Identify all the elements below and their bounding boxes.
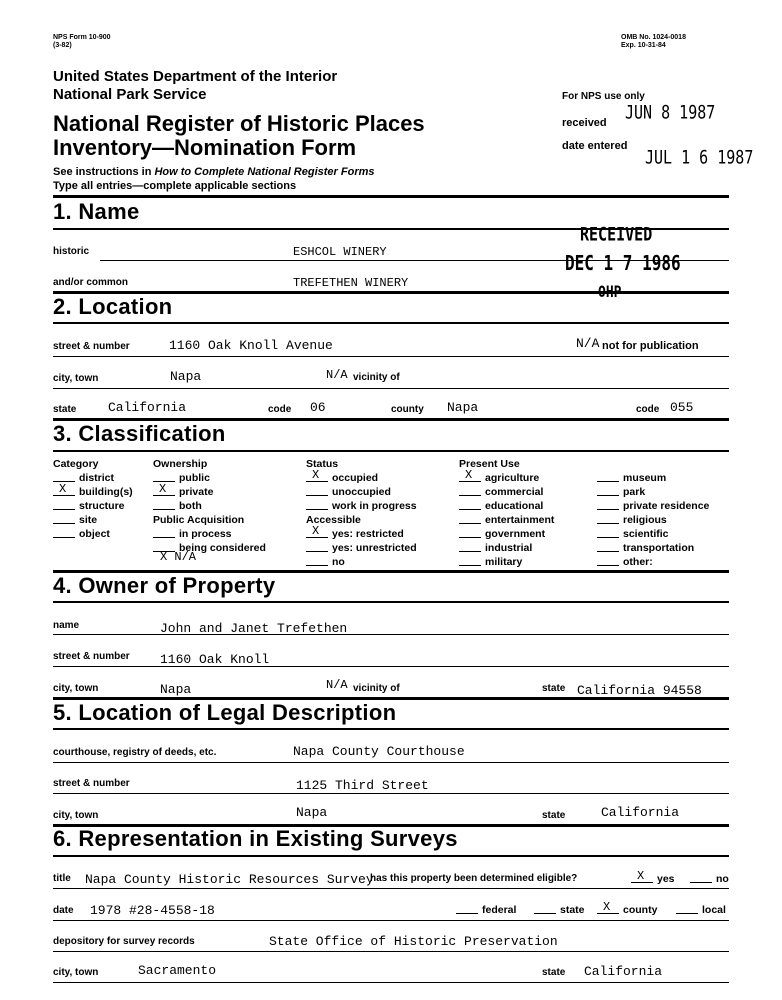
instructions: See instructions in How to Complete National Register Forms <box>53 166 375 178</box>
underline <box>53 634 729 635</box>
received-stamp-1: RECEIVED <box>580 223 653 246</box>
ownership-heading: Ownership <box>153 458 208 470</box>
legal-street-value: 1125 Third Street <box>296 778 429 793</box>
underline <box>53 982 729 983</box>
form-title-2: Inventory—Nomination Form <box>53 135 357 160</box>
owner-name-value: John and Janet Trefethen <box>160 621 348 636</box>
form-title-1: National Register of Historic Places <box>53 111 425 136</box>
entered-label: date entered <box>562 140 628 152</box>
ownership-both[interactable]: both <box>153 500 202 512</box>
use-educational[interactable]: educational <box>459 500 543 512</box>
use-park[interactable]: park <box>597 486 645 498</box>
common-value: TREFETHEN WINERY <box>293 276 409 290</box>
status-unoccupied[interactable]: unoccupied <box>306 486 391 498</box>
code2-label: code <box>636 404 660 415</box>
depository-state-label: state <box>542 967 566 978</box>
status-occupied[interactable]: X occupied <box>306 472 378 484</box>
owner-city-value: Napa <box>160 682 192 697</box>
legal-state-label: state <box>542 810 566 821</box>
accessible-heading: Accessible <box>306 514 361 526</box>
use-museum[interactable]: museum <box>597 472 666 484</box>
owner-vicinity-value: N/A <box>326 678 348 692</box>
accessible-no[interactable]: no <box>306 556 345 568</box>
street-value: 1160 Oak Knoll Avenue <box>169 338 333 353</box>
survey-date-value: 1978 #28-4558-18 <box>90 903 215 918</box>
courthouse-label: courthouse, registry of deeds, etc. <box>53 747 217 758</box>
eligible-yes[interactable]: X yes <box>631 873 675 885</box>
category-object[interactable]: object <box>53 528 110 540</box>
accessible-restricted[interactable]: X yes: restricted <box>306 528 404 540</box>
underline <box>53 951 729 952</box>
state-label: state <box>53 404 77 415</box>
survey-date-label: date <box>53 905 74 916</box>
ownership-public[interactable]: public <box>153 472 210 484</box>
owner-street-value: 1160 Oak Knoll <box>160 652 270 667</box>
legal-city-label: city, town <box>53 810 99 821</box>
category-district[interactable]: district <box>53 472 114 484</box>
depository-city-label: city, town <box>53 967 99 978</box>
level-county[interactable]: X county <box>597 904 657 916</box>
use-scientific[interactable]: scientific <box>597 528 669 540</box>
underline <box>53 888 729 889</box>
legal-city-value: Napa <box>296 805 328 820</box>
nps-use-heading: For NPS use only <box>562 91 645 102</box>
use-entertainment[interactable]: entertainment <box>459 514 554 526</box>
use-religious[interactable]: religious <box>597 514 667 526</box>
ownership-private[interactable]: X private <box>153 486 213 498</box>
entered-stamp: JUL 1 6 1987 <box>645 146 754 169</box>
section-1-heading: 1. Name <box>53 199 140 224</box>
underline <box>53 666 729 667</box>
status-heading: Status <box>306 458 339 470</box>
use-industrial[interactable]: industrial <box>459 542 532 554</box>
owner-vicinity-label: vicinity of <box>353 683 400 694</box>
received-stamp-3: OHP <box>598 283 622 302</box>
acquisition-heading: Public Acquisition <box>153 514 245 526</box>
category-heading: Category <box>53 458 99 470</box>
level-local[interactable]: local <box>676 904 726 916</box>
section-6-heading: 6. Representation in Existing Surveys <box>53 826 458 851</box>
use-commercial[interactable]: commercial <box>459 486 543 498</box>
service-name: National Park Service <box>53 86 207 103</box>
underline <box>100 260 729 261</box>
form-number: NPS Form 10-900 <box>53 34 111 41</box>
department-name: United States Department of the Interior <box>53 68 338 85</box>
code2-value: 055 <box>670 400 694 415</box>
use-other[interactable]: other: <box>597 556 653 568</box>
code-value: 06 <box>310 400 326 415</box>
use-military[interactable]: military <box>459 556 522 568</box>
depository-label: depository for survey records <box>53 936 195 947</box>
level-state[interactable]: state <box>534 904 585 916</box>
use-transportation[interactable]: transportation <box>597 542 694 554</box>
acquisition-in-process[interactable]: in process <box>153 528 232 540</box>
county-label: county <box>391 404 424 415</box>
owner-state-value: California 94558 <box>577 683 702 698</box>
section-3-heading: 3. Classification <box>53 421 226 446</box>
depository-city-value: Sacramento <box>138 963 217 978</box>
section-5-heading: 5. Location of Legal Description <box>53 700 397 725</box>
use-government[interactable]: government <box>459 528 545 540</box>
state-value: California <box>108 400 187 415</box>
section-rule <box>53 601 729 603</box>
code-label: code <box>268 404 292 415</box>
category-buildings[interactable]: X building(s) <box>53 486 133 498</box>
city-value: Napa <box>170 369 202 384</box>
acquisition-being-considered[interactable]: being considered <box>153 542 266 554</box>
underline <box>53 356 729 357</box>
acquisition-note: X N/A <box>160 550 197 564</box>
nfp-label: not for publication <box>602 340 699 352</box>
eligible-no[interactable]: no <box>690 873 729 885</box>
present-use-heading: Present Use <box>459 458 520 470</box>
section-rule <box>53 855 729 857</box>
underline <box>53 793 729 794</box>
legal-state-value: California <box>601 805 680 820</box>
survey-title-value: Napa County Historic Resources Survey <box>85 872 374 887</box>
accessible-unrestricted[interactable]: yes: unrestricted <box>306 542 417 554</box>
instructions-2: Type all entries—complete applicable sections <box>53 180 297 192</box>
section-2-heading: 2. Location <box>53 294 173 319</box>
use-private-residence[interactable]: private residence <box>597 500 709 512</box>
legal-street-label: street & number <box>53 778 130 789</box>
category-structure[interactable]: structure <box>53 500 125 512</box>
received-stamp: JUN 8 1987 <box>625 101 716 124</box>
section-rule <box>53 195 729 198</box>
owner-state-label: state <box>542 683 566 694</box>
use-agriculture[interactable]: X agriculture <box>459 472 539 484</box>
owner-street-label: street & number <box>53 651 130 662</box>
owner-city-label: city, town <box>53 683 99 694</box>
owner-name-label: name <box>53 620 80 631</box>
section-rule <box>53 728 729 730</box>
common-label: and/or common <box>53 277 129 288</box>
nfp-value: N/A <box>576 336 600 351</box>
omb-number: OMB No. 1024-0018 <box>621 34 686 41</box>
category-site[interactable]: site <box>53 514 97 526</box>
eligible-question: has this property been determined eligible? <box>370 873 578 884</box>
level-federal[interactable]: federal <box>456 904 516 916</box>
section-4-heading: 4. Owner of Property <box>53 573 276 598</box>
depository-value: State Office of Historic Preservation <box>269 934 558 949</box>
expiration: Exp. 10-31-84 <box>621 42 666 49</box>
section-rule <box>53 450 729 452</box>
vicinity-value: N/A <box>326 368 348 382</box>
vicinity-label: vicinity of <box>353 372 400 383</box>
county-value: Napa <box>447 400 479 415</box>
underline <box>53 762 729 763</box>
received-stamp-2: DEC 1 7 1986 <box>565 251 681 275</box>
survey-title-label: title <box>53 873 71 884</box>
street-label: street & number <box>53 341 130 352</box>
section-rule <box>53 322 729 324</box>
city-label: city, town <box>53 373 99 384</box>
underline <box>53 920 729 921</box>
form-revision: (3-82) <box>53 42 72 49</box>
historic-label: historic <box>53 246 90 257</box>
historic-value: ESHCOL WINERY <box>293 245 387 259</box>
depository-state-value: California <box>584 964 663 979</box>
courthouse-value: Napa County Courthouse <box>293 744 465 759</box>
underline <box>53 388 729 389</box>
status-work-in-progress[interactable]: work in progress <box>306 500 417 512</box>
received-label: received <box>562 117 607 129</box>
